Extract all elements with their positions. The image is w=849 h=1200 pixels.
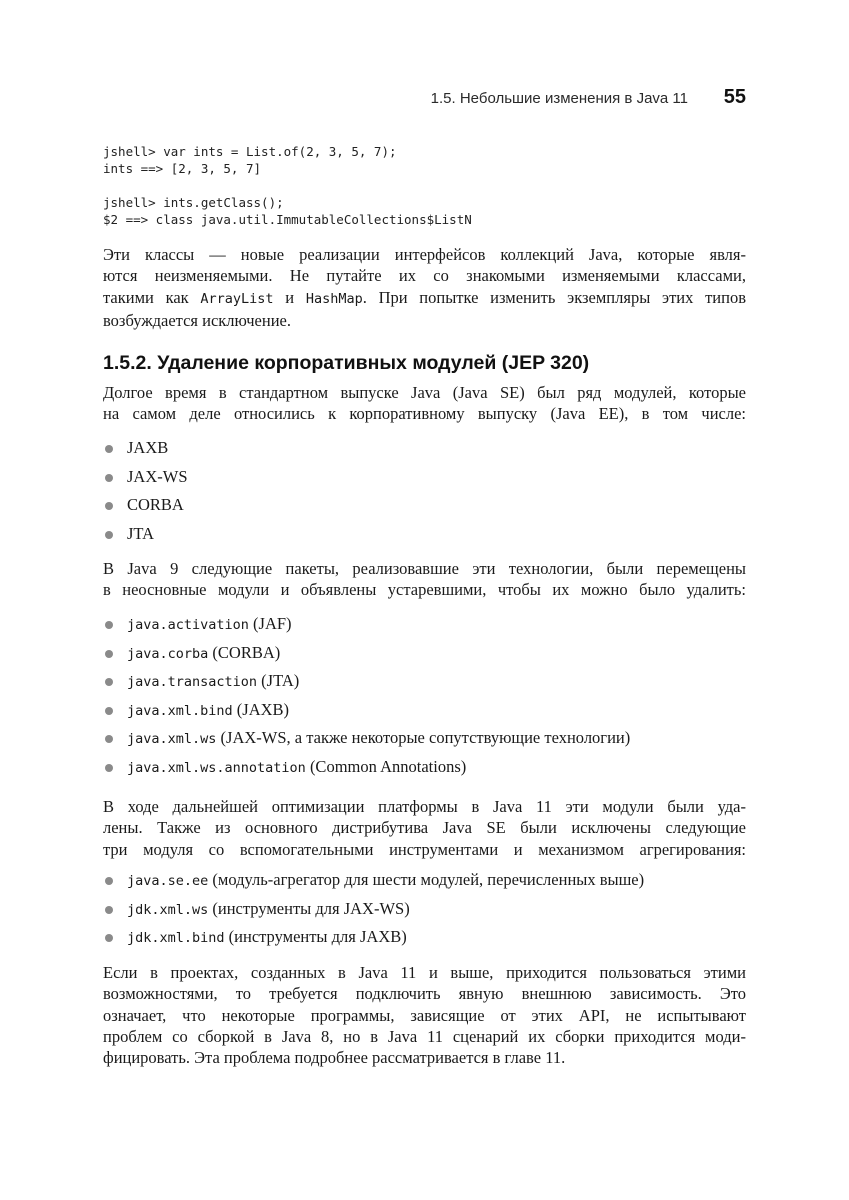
inline-code: HashMap (305, 290, 363, 307)
list-item (103, 923, 644, 952)
package-name: java.xml.bind (127, 702, 233, 719)
package-name: java.xml.ws.annotation (127, 759, 306, 776)
bullet-icon (105, 445, 113, 453)
paragraph-line: Долгое время в стандартном выпуске Java (Java SE) был ряд модулей, которые (103, 383, 746, 402)
paragraph-line: В ходе дальнейшей оптимизации платформы в Java 11 эти модули были уда- (103, 797, 746, 816)
bullet-icon (105, 735, 113, 743)
package-name: java.activation (127, 617, 249, 633)
package-description: (инструменты для JAXB) (224, 927, 407, 947)
section-heading: 1.5.2. Удаление корпоративных модулей (JEP 320) (103, 352, 590, 374)
paragraph-external-dependency (103, 962, 746, 1068)
list-item (103, 463, 188, 492)
code-line: jshell> ints.getClass(); (103, 195, 284, 210)
paragraph-line: возможностями, то требуется подключить явную внешнюю зависимость. Это (103, 984, 746, 1004)
code-line: ints ==> [2, 3, 5, 7] (103, 161, 262, 176)
paragraph-java11-removal (103, 796, 746, 860)
package-description: (JTA) (257, 671, 300, 691)
paragraph-line: в неосновные модули и объявлены устаревшими, чтобы их можно было удалить: (103, 580, 746, 600)
package-description: (CORBA) (208, 642, 281, 662)
package-description: (Common Annotations) (305, 756, 467, 776)
bullet-icon (105, 678, 113, 686)
paragraph-line: означает, что некоторые программы, зависящие от этих API, не испытывают (103, 1005, 746, 1025)
package-name: java.transaction (127, 674, 258, 691)
text-run: такими как (103, 287, 201, 307)
bullet-icon (105, 502, 113, 510)
running-title: 1.5. Небольшие изменения в Java 11 (430, 90, 688, 107)
list-item (103, 667, 630, 696)
package-name: java.se.ee (127, 873, 209, 889)
code-listing (103, 143, 472, 228)
package-name: java.corba (127, 645, 209, 662)
paragraph-line: три модуля со вспомогательными инструментами и механизмом агрегирования: (103, 839, 746, 859)
paragraph-line: проблем со сборкой в Java 8, но в Java 11 сценарий их сборки приходится моди- (103, 1026, 746, 1046)
package-description: (JAXB) (232, 699, 290, 719)
list-item (103, 866, 644, 895)
paragraph-line: фицировать. Эта проблема подробнее рассматривается в главе 11. (103, 1048, 566, 1068)
running-header (103, 86, 746, 112)
bullet-icon (105, 877, 113, 885)
list-item (103, 895, 644, 924)
list-item-text: JAX-WS (127, 466, 188, 486)
list-item-text: JTA (127, 523, 155, 543)
package-description: (модуль-агрегатор для шести модулей, перечисленных выше) (208, 870, 645, 889)
list-item (103, 610, 630, 639)
code-line: jshell> var ints = List.of(2, 3, 5, 7); (103, 144, 397, 159)
paragraph-java9-packages (103, 558, 746, 601)
paragraph-enterprise-modules (103, 382, 746, 425)
bullet-icon (105, 906, 113, 914)
list-item (103, 434, 188, 463)
paragraph-line: возбуждается исключение. (103, 310, 291, 330)
package-description: (инструменты для JAX-WS) (208, 898, 410, 918)
code-line: $2 ==> class java.util.ImmutableCollections$ListN (103, 212, 472, 227)
paragraph-line: В Java 9 следующие пакеты, реализовавшие эти технологии, были перемещены (103, 559, 746, 578)
page-number: 55 (723, 86, 746, 108)
list-item (103, 753, 630, 782)
paragraph-line: ются неизменяемыми. Не путайте их со знакомыми изменяемыми классами, (103, 266, 746, 286)
list-item (103, 639, 630, 668)
bullet-icon (105, 764, 113, 772)
package-description: (JAF) (248, 614, 292, 633)
package-list (103, 610, 630, 782)
bullet-icon (105, 934, 113, 942)
list-item (103, 724, 630, 753)
package-name: jdk.xml.ws (127, 901, 209, 918)
list-item (103, 696, 630, 725)
bullet-icon (105, 474, 113, 482)
paragraph-line: лены. Также из основного дистрибутива Java SE были исключены следующие (103, 818, 746, 838)
list-item (103, 520, 188, 549)
bullet-icon (105, 531, 113, 539)
paragraph-line: Эти классы — новые реализации интерфейсов коллекций Java, которые явля- (103, 245, 746, 264)
text-run: и (273, 287, 306, 307)
paragraph-line: Если в проектах, созданных в Java 11 и выше, приходится пользоваться этими (103, 963, 746, 982)
technology-list (103, 434, 188, 548)
list-item-text: JAXB (127, 438, 169, 457)
bullet-icon (105, 621, 113, 629)
paragraph-immutable-classes (103, 244, 746, 331)
list-item-text: CORBA (127, 495, 184, 515)
text-run: . При попытке изменить экземпляры этих типов (362, 287, 746, 307)
paragraph-line (103, 287, 746, 310)
bullet-icon (105, 650, 113, 658)
package-name: java.xml.ws (127, 731, 217, 748)
inline-code: ArrayList (200, 290, 274, 307)
bullet-icon (105, 707, 113, 715)
package-name: jdk.xml.bind (127, 930, 225, 947)
tool-module-list (103, 866, 644, 952)
list-item (103, 491, 188, 520)
paragraph-line: на самом деле относились к корпоративному выпуску (Java EE), в том числе: (103, 404, 746, 424)
package-description: (JAX-WS, а также некоторые сопутствующие технологии) (216, 728, 631, 748)
